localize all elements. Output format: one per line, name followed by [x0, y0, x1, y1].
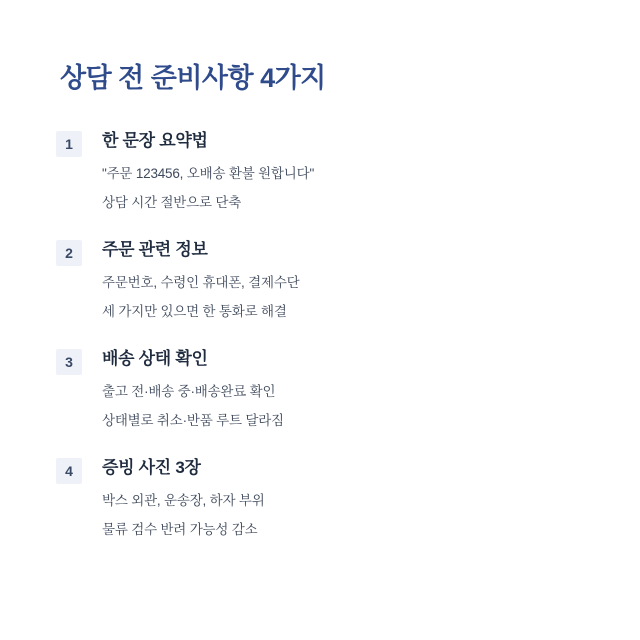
item-detail-line: 물류 검수 반려 가능성 감소 [102, 522, 258, 538]
item-detail-line: 상담 시간 절반으로 단축 [102, 195, 242, 211]
item-number-badge: 4 [56, 458, 82, 484]
item-detail-line: 주문번호, 수령인 휴대폰, 결제수단 [102, 274, 300, 290]
list-item [56, 348, 584, 431]
item-detail-line: 출고 전·배송 중·배송완료 확인 [102, 383, 276, 399]
item-detail-line: 세 가지만 있으면 한 통화로 해결 [102, 304, 287, 320]
item-number-badge: 2 [56, 240, 82, 266]
item-heading: 한 문장 요약법 [102, 130, 208, 150]
item-body [82, 457, 584, 540]
item-body [82, 239, 584, 322]
checklist [56, 130, 584, 540]
item-body [82, 130, 584, 213]
item-detail-line: 박스 외관, 운송장, 하자 부위 [102, 492, 265, 508]
item-detail-line: "주문 123456, 오배송 환불 원합니다" [102, 165, 315, 181]
item-detail-line: 상태별로 취소·반품 루트 달라짐 [102, 413, 284, 429]
list-item [56, 130, 584, 213]
item-heading: 배송 상태 확인 [102, 348, 208, 368]
list-item [56, 457, 584, 540]
page-title: 상담 전 준비사항 4가지 [60, 63, 326, 93]
list-item [56, 239, 584, 322]
item-body [82, 348, 584, 431]
item-number-badge: 3 [56, 349, 82, 375]
item-number-badge: 1 [56, 131, 82, 157]
item-heading: 증빙 사진 3장 [102, 457, 201, 477]
item-heading: 주문 관련 정보 [102, 239, 208, 259]
